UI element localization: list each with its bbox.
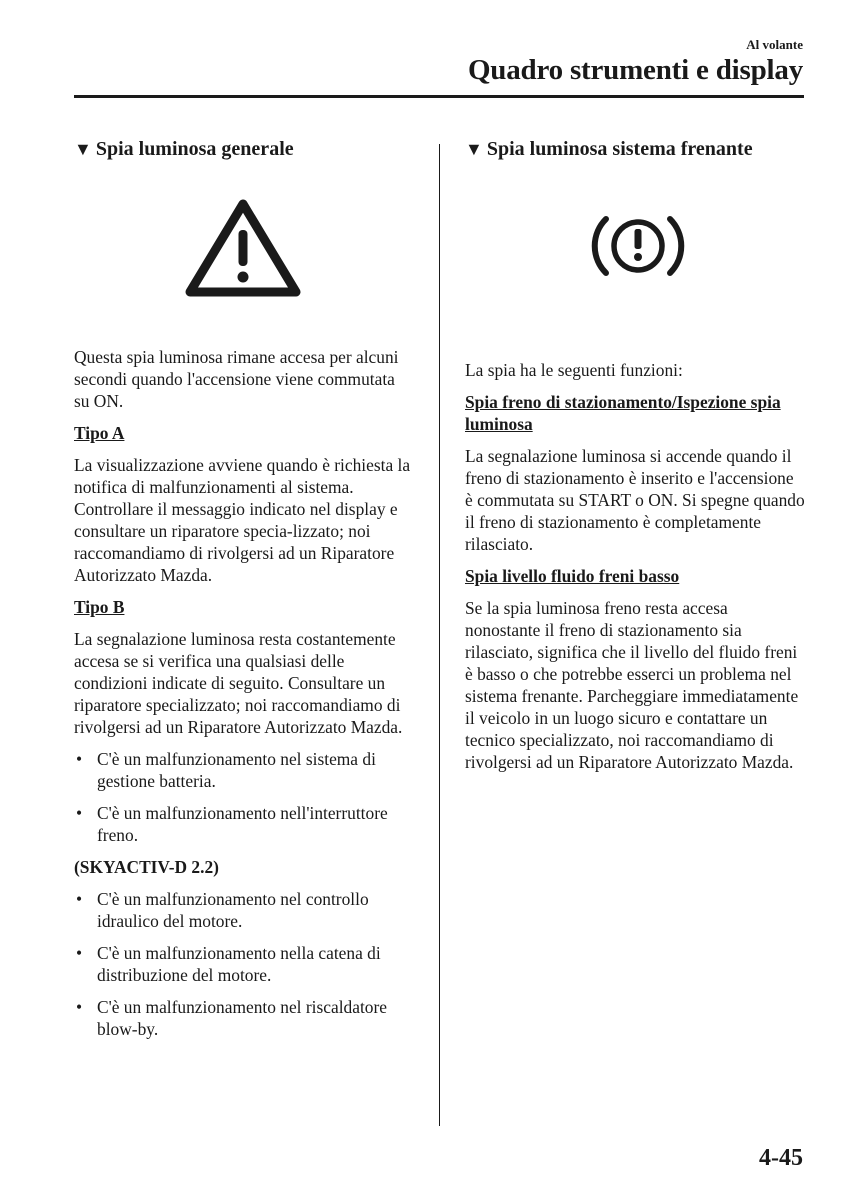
tipo-a-text-2: Controllare il messaggio indicato nel display e consultare un riparatore specia-lizzato; noi raccomandiamo di rivolgersi ad un Riparatore Autorizzato Mazda. — [74, 499, 398, 585]
left-column — [74, 138, 414, 1050]
tipo-a-heading: Tipo A — [74, 423, 125, 443]
brake-warning-icon — [589, 209, 687, 283]
brake-fluid-text: Se la spia luminosa freno resta accesa nonostante il freno di stazionamento sia rilasciato, significa che il livello del fluido freni è basso o che potrebbe esserci un problema nel sistema frenante. Parcheggiare immediatamente il veicolo in un luogo sicuro e contattare un tecnico specializzato, noi raccomandiamo di rivolgersi ad un Riparatore Autorizzato Mazda. — [465, 598, 799, 772]
general-warning-icon-box — [74, 196, 414, 346]
tipo-b-heading: Tipo B — [74, 597, 125, 617]
parking-brake-heading: Spia freno di stazionamento/Ispezione spia luminosa — [465, 392, 781, 434]
section-heading-text: Spia luminosa generale — [95, 138, 294, 160]
tipo-b-list — [74, 748, 414, 846]
tipo-a-text-1: La visualizzazione avviene quando è richiesta la notifica di malfunzionamenti al sistema. — [74, 455, 411, 497]
brake-warning-icon-box — [465, 209, 805, 359]
skyactiv-list — [74, 888, 414, 1040]
brake-warning-intro: La spia ha le seguenti funzioni: — [465, 360, 683, 380]
header-section-label: Al volante — [746, 37, 803, 52]
header-rule — [74, 95, 804, 98]
section-heading-brake-warning — [465, 138, 805, 161]
tipo-b-text: La segnalazione luminosa resta costantemente accesa se si verifica una qualsiasi delle condizioni indicate di seguito. Consultare un riparatore specializzato; noi raccomandiamo di rivolgersi ad un Riparatore Autorizzato Mazda. — [74, 629, 403, 737]
list-item: • C'è un malfunzionamento nel sistema di gestione batteria. — [74, 748, 414, 792]
skyactiv-heading: (SKYACTIV-D 2.2) — [74, 857, 219, 877]
list-item: • C'è un malfunzionamento nel controllo idraulico del motore. — [74, 888, 414, 932]
section-heading-text: Spia luminosa sistema frenante — [486, 138, 753, 160]
page-title: Quadro strumenti e display — [467, 54, 803, 86]
general-warning-intro: Questa spia luminosa rimane accesa per alcuni secondi quando l'accensione viene commutata su ON. — [74, 347, 399, 411]
section-heading-general-warning — [74, 138, 414, 161]
parking-brake-text: La segnalazione luminosa si accende quando il freno di stazionamento è inserito e l'accensione è commutata su START o ON. Si spegne quando il freno di stazionamento è completamente rilasciato. — [465, 446, 805, 554]
heading-marker: ▼ — [465, 139, 483, 159]
heading-marker: ▼ — [74, 139, 92, 159]
warning-triangle-icon — [182, 196, 304, 302]
list-item: • C'è un malfunzionamento nella catena di distribuzione del motore. — [74, 942, 414, 986]
right-column — [465, 138, 805, 783]
list-item: • C'è un malfunzionamento nel riscaldatore blow-by. — [74, 996, 414, 1040]
list-item: • C'è un malfunzionamento nell'interruttore freno. — [74, 802, 414, 846]
brake-fluid-heading: Spia livello fluido freni basso — [465, 566, 680, 586]
column-divider — [439, 144, 440, 1126]
page-number: 4-45 — [759, 1145, 803, 1171]
